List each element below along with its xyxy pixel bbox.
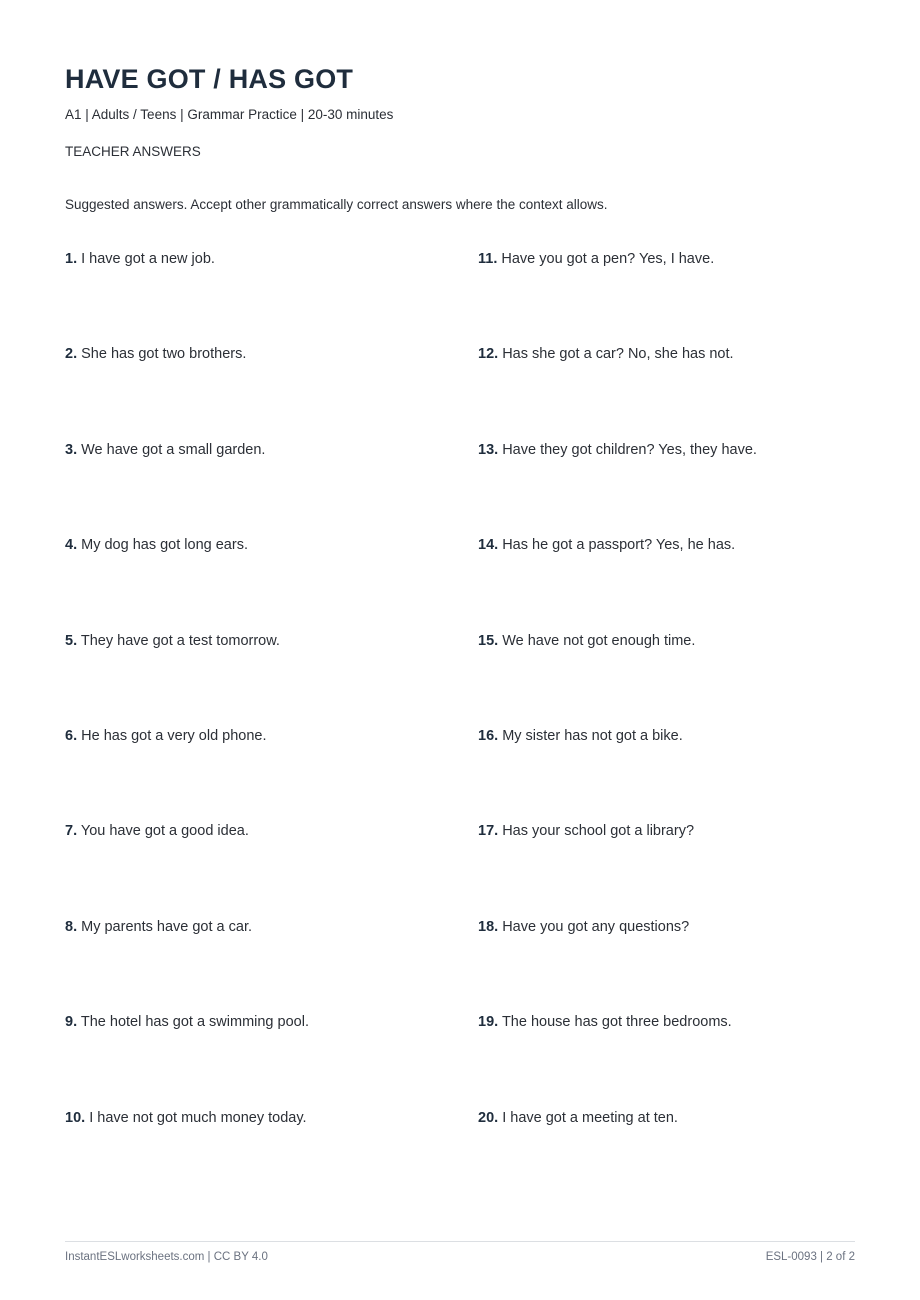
answer-text: Has your school got a library? <box>502 823 695 839</box>
answer-text: The house has got three bedrooms. <box>501 1014 732 1030</box>
answer-item <box>65 250 215 268</box>
answer-text: Have you got any questions? <box>502 919 690 935</box>
answer-text: I have not got much money today. <box>89 1110 307 1126</box>
answer-number: 17. <box>478 823 499 839</box>
answer-item <box>65 345 246 363</box>
footer-divider <box>65 1241 855 1242</box>
answer-number: 10. <box>65 1110 86 1126</box>
answer-number: 14. <box>478 537 499 553</box>
answer-text: Have you got a pen? Yes, I have. <box>501 251 715 267</box>
page-title: HAVE GOT / HAS GOT <box>65 64 354 94</box>
answer-number: 20. <box>478 1110 499 1126</box>
instructions: Suggested answers. Accept other grammatically correct answers where the context allows. <box>65 197 608 212</box>
answer-number: 11. <box>478 251 498 267</box>
answer-number: 5. <box>65 633 78 649</box>
answer-text: We have got a small garden. <box>81 442 266 458</box>
answer-number: 16. <box>478 728 499 744</box>
answer-item <box>65 918 252 936</box>
answer-number: 2. <box>65 346 78 362</box>
answer-number: 9. <box>65 1014 78 1030</box>
answer-text: My parents have got a car. <box>81 919 252 935</box>
answer-item <box>478 441 757 459</box>
answer-item <box>65 441 265 459</box>
answer-number: 1. <box>65 251 78 267</box>
answer-text: Have they got children? Yes, they have. <box>502 442 757 458</box>
section-label: TEACHER ANSWERS <box>65 144 201 159</box>
answer-number: 8. <box>65 919 78 935</box>
answer-number: 18. <box>478 919 499 935</box>
answer-text: I have got a new job. <box>81 251 215 267</box>
answer-item <box>65 1013 309 1031</box>
answer-item <box>478 918 689 936</box>
footer-credit: InstantESLworksheets.com | CC BY 4.0 <box>65 1251 268 1263</box>
answer-item <box>65 727 267 745</box>
answer-item <box>478 1013 732 1031</box>
answer-item <box>478 822 694 840</box>
answer-item <box>65 822 249 840</box>
answer-item <box>65 632 280 650</box>
answer-item <box>478 345 734 363</box>
answer-item <box>65 1109 307 1127</box>
worksheet-meta: A1 | Adults / Teens | Grammar Practice | 20-30 minutes <box>65 107 394 122</box>
answer-text: They have got a test tomorrow. <box>80 633 280 649</box>
answer-number: 4. <box>65 537 78 553</box>
answer-number: 7. <box>65 823 78 839</box>
answer-text: He has got a very old phone. <box>81 728 267 744</box>
answer-text: My sister has not got a bike. <box>502 728 683 744</box>
answer-text: Has she got a car? No, she has not. <box>502 346 734 362</box>
answer-item <box>478 1109 678 1127</box>
answer-item <box>478 250 714 268</box>
answer-number: 15. <box>478 633 499 649</box>
answer-number: 19. <box>478 1014 499 1030</box>
answer-item <box>478 632 695 650</box>
footer-page-number: ESL-0093 | 2 of 2 <box>765 1251 855 1263</box>
answer-item <box>65 536 248 554</box>
answer-text: She has got two brothers. <box>81 346 247 362</box>
answer-text: The hotel has got a swimming pool. <box>80 1014 309 1030</box>
answer-list <box>65 250 855 1210</box>
answer-text: My dog has got long ears. <box>81 537 248 553</box>
answer-number: 3. <box>65 442 78 458</box>
answer-text: Has he got a passport? Yes, he has. <box>502 537 736 553</box>
answer-text: I have got a meeting at ten. <box>502 1110 678 1126</box>
answer-number: 12. <box>478 346 499 362</box>
answer-text: We have not got enough time. <box>502 633 696 649</box>
answer-item <box>478 536 735 554</box>
answer-item <box>478 727 683 745</box>
answer-text: You have got a good idea. <box>80 823 249 839</box>
answer-number: 13. <box>478 442 499 458</box>
answer-number: 6. <box>65 728 78 744</box>
